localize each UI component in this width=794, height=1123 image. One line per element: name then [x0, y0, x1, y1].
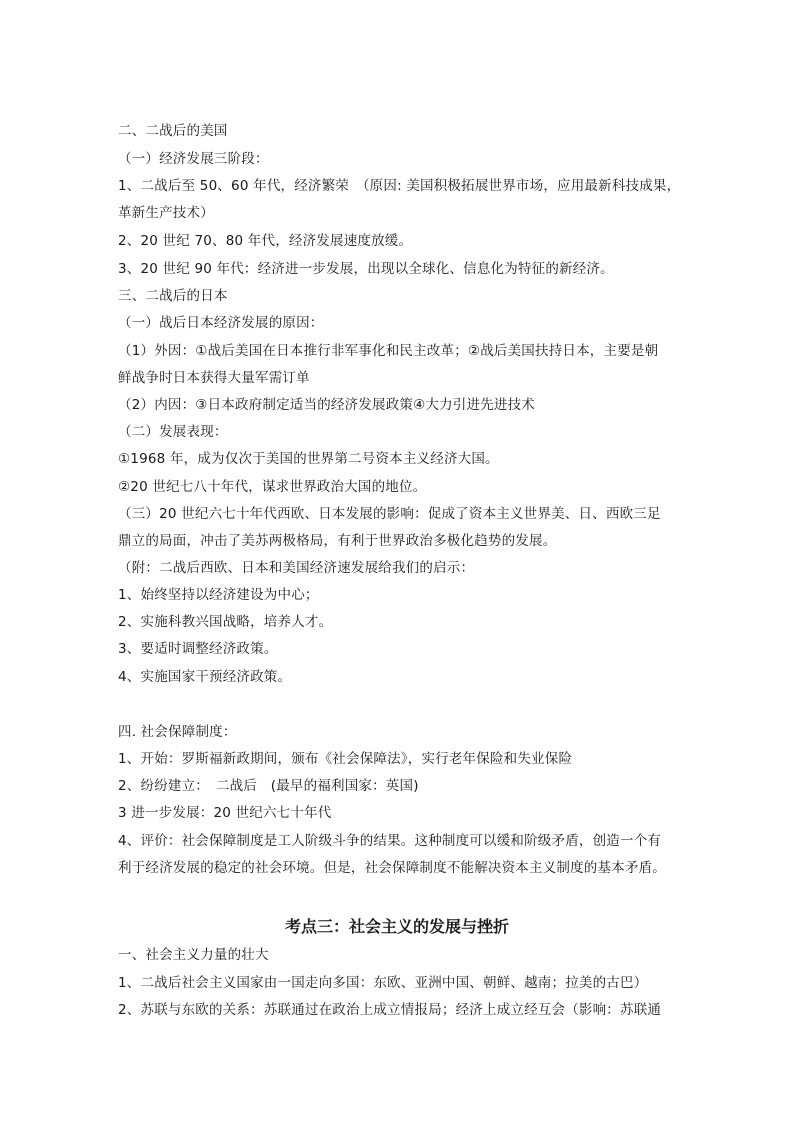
text-line: ①1968 年，成为仅次于美国的世界第二号资本主义经济大国。 [118, 451, 499, 467]
section-title: 一、社会主义力量的壮大 [118, 947, 269, 963]
list-item: 2、苏联与东欧的关系：苏联通过在政治上成立情报局；经济上成立经互会（影响：苏联通 [118, 1002, 662, 1018]
list-item: 2、实施科教兴国战略，培养人才。 [118, 614, 333, 630]
section-heading: 考点三：社会主义的发展与挫折 [284, 917, 509, 936]
text-line: 3、20 世纪 90 年代：经济进一步发展，出现以全球化、信息化为特征的新经济。 [118, 261, 614, 277]
text-line: 1、二战后至 50、60 年代，经济繁荣 （原因: 美国积极拓展世界市场，应用最新科技成果， [118, 178, 681, 194]
text-line: 鼎立的局面，冲击了美苏两极格局，有利于世界政治多极化趋势的发展。 [118, 533, 557, 549]
text-line: 2、20 世纪 70、80 年代，经济发展速度放缓。 [118, 233, 413, 249]
text-line: 革新生产技术） [118, 205, 214, 221]
list-item: 1、二战后社会主义国家由一国走向多国：东欧、亚洲中国、朝鲜、越南；拉美的古巴） [118, 975, 648, 991]
text-line: （1）外因：①战后美国在日本推行非军事化和民主改革；②战后美国扶持日本，主要是朝 [118, 343, 659, 359]
list-item: 3 进一步发展：20 世纪六七十年代 [118, 805, 332, 821]
subsection-title: （一）经济发展三阶段： [118, 151, 269, 167]
text-line: ②20 世纪七八十年代，谋求世界政治大国的地位。 [118, 479, 427, 495]
section-title-japan: 三、二战后的日本 [118, 288, 228, 304]
section-title-social-security: 四. 社会保障制度： [118, 724, 237, 740]
list-item: 1、开始：罗斯福新政期间，颁布《社会保障法》，实行老年保险和失业保险 [118, 751, 573, 767]
section-title-usa: 二、二战后的美国 [118, 123, 228, 139]
list-item: 4、实施国家干预经济政策。 [118, 669, 292, 685]
text-line: （附：二战后西欧、日本和美国经济速发展给我们的启示： [118, 560, 475, 576]
text-line: （2）内因：③日本政府制定适当的经济发展政策④大力引进先进技术 [118, 397, 535, 413]
text-line: 利于经济发展的稳定的社会环境。但是，社会保障制度不能解决资本主义制度的基本矛盾。 [118, 860, 666, 876]
list-item: 1、始终坚持以经济建设为中心； [118, 587, 319, 603]
text-line: （三）20 世纪六七十年代西欧、日本发展的影响：促成了资本主义世界美、日、西欧三足 [118, 506, 661, 522]
subsection-title: （一）战后日本经济发展的原因： [118, 315, 324, 331]
text-line: 鲜战争时日本获得大量军需订单 [118, 370, 310, 386]
list-item: 4、评价：社会保障制度是工人阶级斗争的结果。这种制度可以缓和阶级矛盾，创造一个有 [118, 833, 662, 849]
subsection-title: （二）发展表现： [118, 424, 228, 440]
list-item: 2、纷纷建立： 二战后 (最早的福利国家：英国) [118, 778, 419, 794]
list-item: 3、要适时调整经济政策。 [118, 641, 278, 657]
